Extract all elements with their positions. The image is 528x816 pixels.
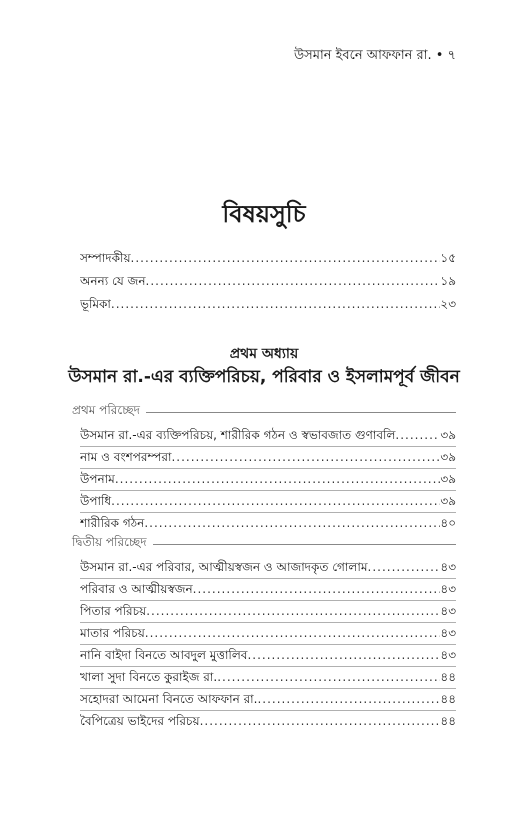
toc-entry bbox=[80, 669, 456, 685]
toc-entry-label: মাতার পরিচয় bbox=[80, 626, 145, 640]
leader-dots bbox=[146, 603, 440, 619]
row-divider bbox=[80, 688, 456, 689]
leader-dots bbox=[115, 471, 441, 487]
chapter-label: প্রথম অধ্যায় bbox=[229, 346, 299, 362]
section-rule bbox=[153, 544, 456, 545]
toc-entry-page: ৩৯ bbox=[440, 494, 456, 508]
toc-entry-page: ৪০ bbox=[440, 516, 456, 530]
toc-entry bbox=[80, 471, 456, 487]
toc-entry-page: ৪৩ bbox=[440, 604, 456, 618]
toc-entry-label: সহোদরা আমেনা বিনতে আফফান রা. bbox=[80, 692, 258, 706]
row-divider bbox=[80, 710, 456, 711]
leader-dots bbox=[111, 296, 440, 312]
toc-entry bbox=[80, 713, 456, 729]
row-divider bbox=[80, 468, 456, 469]
row-divider bbox=[80, 446, 456, 447]
toc-entry-page: ২৩ bbox=[440, 297, 456, 311]
row-divider bbox=[80, 600, 456, 601]
toc-entry bbox=[80, 273, 456, 289]
toc-entry bbox=[80, 559, 456, 575]
toc-entry bbox=[80, 647, 456, 663]
toc-entry bbox=[80, 625, 456, 641]
toc-entry-page: ৪৪ bbox=[440, 714, 456, 728]
toc-entry-label: পরিবার ও আত্মীয়স্বজন bbox=[80, 582, 193, 596]
chapter-title: উসমান রা.-এর ব্যক্তিপরিচয়, পরিবার ও ইসলামপূর্ব জীবন bbox=[68, 367, 460, 387]
leader-dots bbox=[144, 515, 440, 531]
row-divider bbox=[80, 512, 456, 513]
toc-entry-label: পিতার পরিচয় bbox=[80, 604, 147, 618]
toc-entry-page: ৪৩ bbox=[440, 560, 456, 574]
row-divider bbox=[80, 490, 456, 491]
leader-dots bbox=[146, 273, 441, 289]
section-heading bbox=[72, 534, 456, 554]
toc-entry-label: ভূমিকা bbox=[80, 297, 111, 311]
toc-entry-label: সম্পাদকীয় bbox=[80, 251, 131, 265]
leader-dots bbox=[111, 493, 440, 509]
toc-entry-page: ১৫ bbox=[440, 251, 456, 265]
leader-dots bbox=[257, 691, 440, 707]
leader-dots bbox=[217, 669, 440, 685]
toc-entry-label: উপাধি bbox=[80, 494, 112, 508]
toc-entry bbox=[80, 250, 456, 266]
toc-entry bbox=[80, 581, 456, 597]
row-divider bbox=[80, 666, 456, 667]
toc-entry-label: শারীরিক গঠন bbox=[80, 516, 145, 530]
toc-entry-label: অনন্য যে জন bbox=[80, 274, 146, 288]
toc-entry bbox=[80, 493, 456, 509]
toc-entry bbox=[80, 296, 456, 312]
toc-title: বিষয়সুচি bbox=[222, 200, 306, 228]
toc-entry-label: বৈপিত্রেয় ভাইদের পরিচয় bbox=[80, 714, 200, 728]
toc-entry-page: ৪৩ bbox=[440, 648, 456, 662]
toc-entry bbox=[80, 691, 456, 707]
toc-entry bbox=[80, 515, 456, 531]
toc-entry-label: উসমান রা.-এর ব্যক্তিপরিচয়, শারীরিক গঠন ও স্বভাবজাত গুণাবলি bbox=[80, 428, 396, 442]
section-title: দ্বিতীয় পরিচ্ছেদ bbox=[72, 535, 147, 549]
toc-entry-label: উপনাম bbox=[80, 472, 115, 486]
leader-dots bbox=[247, 647, 440, 663]
toc-entry-label: নানি বাইদা বিনতে আবদুল মুত্তালিব bbox=[80, 648, 248, 662]
toc-entry-label: উসমান রা.-এর পরিবার, আত্মীয়স্বজন ও আজাদকৃত গোলাম bbox=[80, 560, 368, 574]
leader-dots bbox=[171, 449, 440, 465]
toc-entry bbox=[80, 449, 456, 465]
toc-entry-page: ৪৪ bbox=[440, 670, 456, 684]
toc-entry-page: ৪৩ bbox=[440, 582, 456, 596]
section-rule bbox=[146, 412, 456, 413]
toc-entry-page: ৪৪ bbox=[440, 692, 456, 706]
leader-dots bbox=[131, 250, 441, 266]
row-divider bbox=[80, 644, 456, 645]
leader-dots bbox=[145, 625, 441, 641]
toc-entry-page: ১৯ bbox=[440, 274, 456, 288]
toc-entry-page: ৩৯ bbox=[440, 472, 456, 486]
running-header: উসমান ইবনে আফফান রা. • ৭ bbox=[294, 48, 456, 63]
toc-entry bbox=[80, 603, 456, 619]
toc-entry-label: নাম ও বংশপরম্পরা bbox=[80, 450, 172, 464]
section-title: প্রথম পরিচ্ছেদ bbox=[72, 403, 140, 417]
leader-dots bbox=[200, 713, 441, 729]
toc-entry-page: ৩৯ bbox=[440, 428, 456, 442]
toc-entry-page: ৪৩ bbox=[440, 626, 456, 640]
leader-dots bbox=[395, 427, 440, 443]
toc-entry bbox=[80, 427, 456, 443]
row-divider bbox=[80, 578, 456, 579]
toc-entry-page: ৩৯ bbox=[440, 450, 456, 464]
row-divider bbox=[80, 622, 456, 623]
leader-dots bbox=[368, 559, 441, 575]
leader-dots bbox=[193, 581, 441, 597]
toc-entry-label: খালা সুদা বিনতে কুরাইজ রা. bbox=[80, 670, 218, 684]
section-heading bbox=[72, 402, 456, 422]
